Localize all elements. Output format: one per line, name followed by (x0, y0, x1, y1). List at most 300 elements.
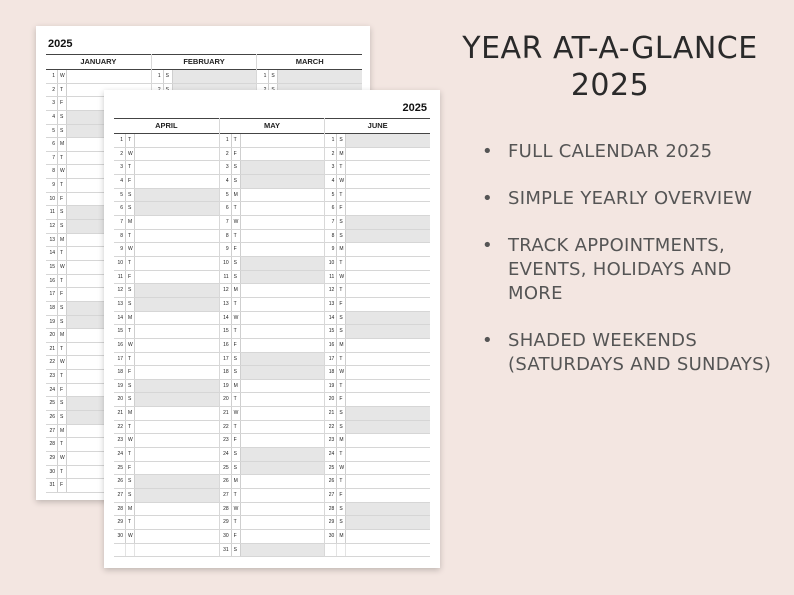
day-entry-space (346, 339, 430, 352)
day-row (325, 489, 430, 503)
weekday-letter: M (337, 243, 346, 256)
weekday-letter: F (126, 366, 135, 379)
day-row (325, 421, 430, 435)
day-number: 25 (325, 462, 337, 475)
day-number: 20 (325, 393, 337, 406)
day-entry-space (346, 175, 430, 188)
weekday-letter: T (126, 257, 135, 270)
day-row (114, 271, 219, 285)
day-entry-space (241, 516, 325, 529)
day-entry-space (278, 70, 362, 83)
day-number: 13 (325, 298, 337, 311)
day-entry-space (346, 503, 430, 516)
day-number: 27 (325, 489, 337, 502)
weekday-letter: S (232, 353, 241, 366)
day-row (220, 175, 325, 189)
weekday-letter: W (126, 148, 135, 161)
day-row (220, 325, 325, 339)
weekday-letter: W (58, 356, 67, 369)
day-number: 8 (325, 230, 337, 243)
day-number: 26 (325, 475, 337, 488)
day-number: 4 (114, 175, 126, 188)
day-number: 31 (220, 544, 232, 557)
weekday-letter: M (337, 530, 346, 543)
weekday-letter: T (58, 370, 67, 383)
feature-item (482, 234, 782, 306)
day-number: 9 (325, 243, 337, 256)
day-row (220, 284, 325, 298)
day-entry-space (241, 434, 325, 447)
weekday-letter: F (126, 175, 135, 188)
weekday-letter: T (337, 189, 346, 202)
day-row (220, 312, 325, 326)
day-row (220, 230, 325, 244)
weekday-letter: M (58, 329, 67, 342)
day-entry-space (135, 339, 219, 352)
day-number: 18 (114, 366, 126, 379)
day-number: 3 (220, 161, 232, 174)
weekday-letter: S (232, 462, 241, 475)
weekday-letter: T (232, 202, 241, 215)
day-number: 17 (114, 353, 126, 366)
weekday-letter: S (337, 516, 346, 529)
day-entry-space (346, 393, 430, 406)
day-number: 11 (220, 271, 232, 284)
weekday-letter: T (337, 475, 346, 488)
day-number: 25 (114, 462, 126, 475)
day-row (257, 70, 362, 84)
day-entry-space (241, 530, 325, 543)
day-row (220, 189, 325, 203)
weekday-letter: S (232, 544, 241, 557)
weekday-letter: W (126, 434, 135, 447)
day-row (325, 462, 430, 476)
day-number: 1 (257, 70, 269, 83)
day-number: 5 (325, 189, 337, 202)
day-row (114, 148, 219, 162)
day-row (114, 312, 219, 326)
weekday-letter: S (58, 411, 67, 424)
day-entry-space (346, 216, 430, 229)
day-number: 23 (325, 434, 337, 447)
weekday-letter: T (232, 516, 241, 529)
day-row (220, 448, 325, 462)
day-entry-space (135, 243, 219, 256)
day-row (325, 134, 430, 148)
day-number: 5 (46, 125, 58, 138)
day-number: 10 (114, 257, 126, 270)
day-entry-space (346, 325, 430, 338)
day-number: 6 (325, 202, 337, 215)
day-number: 7 (46, 152, 58, 165)
weekday-letter: M (58, 138, 67, 151)
day-row (220, 530, 325, 544)
day-row (220, 516, 325, 530)
day-number: 21 (220, 407, 232, 420)
weekday-letter: S (232, 257, 241, 270)
day-row (325, 503, 430, 517)
day-number: 30 (114, 530, 126, 543)
day-entry-space (241, 284, 325, 297)
weekday-letter: S (126, 298, 135, 311)
weekday-letter: F (337, 393, 346, 406)
day-entry-space (135, 462, 219, 475)
day-row (220, 216, 325, 230)
day-row (325, 339, 430, 353)
day-number: 13 (220, 298, 232, 311)
weekday-letter: W (126, 339, 135, 352)
weekday-letter: M (232, 189, 241, 202)
day-row (114, 421, 219, 435)
day-entry-space (346, 489, 430, 502)
day-entry-space (241, 271, 325, 284)
weekday-letter: S (126, 380, 135, 393)
day-number: 26 (46, 411, 58, 424)
day-row (325, 366, 430, 380)
day-row (220, 407, 325, 421)
day-entry-space (241, 312, 325, 325)
bullet-icon: • (482, 141, 493, 162)
weekday-letter: M (58, 425, 67, 438)
day-number: 14 (325, 312, 337, 325)
weekday-letter: T (337, 353, 346, 366)
day-row (220, 434, 325, 448)
weekday-letter: S (269, 70, 278, 83)
day-entry-space (241, 462, 325, 475)
month-name: JUNE (325, 118, 430, 134)
day-entry-space (135, 271, 219, 284)
weekday-letter: M (126, 312, 135, 325)
day-number: 13 (114, 298, 126, 311)
day-entry-space (346, 148, 430, 161)
weekday-letter: T (58, 343, 67, 356)
day-number: 29 (114, 516, 126, 529)
day-number: 27 (46, 425, 58, 438)
day-number: 12 (46, 220, 58, 233)
day-number: 10 (46, 193, 58, 206)
weekday-letter: T (58, 275, 67, 288)
day-entry-space (346, 271, 430, 284)
day-row (325, 544, 430, 558)
day-number: 7 (114, 216, 126, 229)
day-entry-space (346, 353, 430, 366)
day-entry-space (135, 434, 219, 447)
day-entry-space (135, 516, 219, 529)
day-row (325, 380, 430, 394)
weekday-letter (126, 544, 135, 557)
day-entry-space (135, 353, 219, 366)
day-entry-space (135, 407, 219, 420)
month-column (114, 118, 219, 557)
month-name: MARCH (257, 54, 362, 70)
weekday-letter: T (232, 325, 241, 338)
day-number: 6 (114, 202, 126, 215)
weekday-letter: T (232, 489, 241, 502)
day-number: 19 (220, 380, 232, 393)
day-number: 23 (114, 434, 126, 447)
day-entry-space (241, 148, 325, 161)
day-number: 11 (325, 271, 337, 284)
day-entry-space (135, 530, 219, 543)
weekday-letter: S (337, 325, 346, 338)
day-row (114, 202, 219, 216)
weekday-letter: T (232, 134, 241, 147)
weekday-letter: W (337, 175, 346, 188)
day-entry-space (346, 312, 430, 325)
weekday-letter: F (58, 479, 67, 492)
day-number: 2 (325, 148, 337, 161)
weekday-letter: F (232, 434, 241, 447)
month-name: FEBRUARY (152, 54, 257, 70)
weekday-letter: S (337, 216, 346, 229)
day-entry-space (346, 421, 430, 434)
weekday-letter: F (337, 202, 346, 215)
day-number: 5 (220, 189, 232, 202)
day-entry-space (346, 202, 430, 215)
day-row (220, 353, 325, 367)
weekday-letter: W (58, 165, 67, 178)
day-entry-space (346, 366, 430, 379)
day-row (325, 407, 430, 421)
day-row (114, 216, 219, 230)
weekday-letter: T (58, 179, 67, 192)
weekday-letter: S (126, 475, 135, 488)
weekday-letter: S (126, 202, 135, 215)
weekday-letter: W (232, 216, 241, 229)
day-entry-space (241, 448, 325, 461)
day-entry-space (241, 503, 325, 516)
day-number: 27 (220, 489, 232, 502)
day-entry-space (346, 380, 430, 393)
day-entry-space (346, 230, 430, 243)
weekday-letter: S (58, 397, 67, 410)
day-number: 26 (220, 475, 232, 488)
feature-text: SHADED WEEKENDS (SATURDAYS AND SUNDAYS) (508, 330, 772, 375)
day-number: 20 (114, 393, 126, 406)
day-entry-space (241, 230, 325, 243)
day-row (325, 216, 430, 230)
weekday-letter: F (232, 243, 241, 256)
feature-item (482, 329, 782, 377)
weekday-letter: T (337, 448, 346, 461)
day-number: 18 (220, 366, 232, 379)
weekday-letter: T (232, 421, 241, 434)
day-number: 18 (325, 366, 337, 379)
day-entry-space (241, 339, 325, 352)
day-number: 16 (220, 339, 232, 352)
day-number: 24 (46, 384, 58, 397)
day-row (114, 448, 219, 462)
feature-text: SIMPLE YEARLY OVERVIEW (508, 188, 753, 209)
day-number: 16 (114, 339, 126, 352)
weekday-letter: F (126, 271, 135, 284)
weekday-letter: T (126, 448, 135, 461)
day-number: 9 (220, 243, 232, 256)
day-entry-space (135, 312, 219, 325)
day-number: 28 (325, 503, 337, 516)
day-entry-space (346, 462, 430, 475)
day-number: 28 (114, 503, 126, 516)
day-row (114, 339, 219, 353)
day-row (325, 230, 430, 244)
day-row (114, 189, 219, 203)
weekday-letter: T (126, 516, 135, 529)
day-entry-space (135, 325, 219, 338)
day-entry-space (173, 70, 257, 83)
sheet-year: 2025 (402, 102, 427, 114)
month-columns (114, 118, 430, 557)
day-number: 9 (114, 243, 126, 256)
day-row (220, 134, 325, 148)
day-entry-space (241, 544, 325, 557)
day-number: 30 (325, 530, 337, 543)
day-row (220, 257, 325, 271)
day-entry-space (346, 134, 430, 147)
day-row (114, 434, 219, 448)
day-row (325, 312, 430, 326)
day-number: 4 (46, 111, 58, 124)
day-entry-space (346, 516, 430, 529)
day-entry-space (346, 161, 430, 174)
day-row (325, 148, 430, 162)
day-entry-space (135, 421, 219, 434)
day-row (325, 271, 430, 285)
weekday-letter: S (232, 161, 241, 174)
day-entry-space (346, 475, 430, 488)
day-number: 12 (220, 284, 232, 297)
day-row (114, 243, 219, 257)
day-number: 24 (114, 448, 126, 461)
weekday-letter: T (58, 247, 67, 260)
day-number: 22 (114, 421, 126, 434)
day-row (325, 393, 430, 407)
weekday-letter: M (337, 434, 346, 447)
day-entry-space (135, 503, 219, 516)
day-entry-space (241, 475, 325, 488)
weekday-letter: M (232, 475, 241, 488)
day-number: 3 (46, 97, 58, 110)
day-number: 19 (46, 316, 58, 329)
day-number: 24 (325, 448, 337, 461)
weekday-letter: T (232, 393, 241, 406)
weekday-letter: W (232, 503, 241, 516)
day-row (114, 489, 219, 503)
day-entry-space (241, 257, 325, 270)
day-number: 11 (114, 271, 126, 284)
day-row (220, 298, 325, 312)
day-row (220, 380, 325, 394)
weekday-letter: W (337, 462, 346, 475)
day-number: 15 (46, 261, 58, 274)
day-row (220, 366, 325, 380)
day-row (325, 161, 430, 175)
day-number: 8 (46, 165, 58, 178)
bullet-icon: • (482, 235, 493, 256)
feature-text: FULL CALENDAR 2025 (508, 141, 713, 162)
day-number: 20 (220, 393, 232, 406)
day-entry-space (135, 298, 219, 311)
weekday-letter: S (126, 189, 135, 202)
day-number: 18 (46, 302, 58, 315)
day-entry-space (346, 407, 430, 420)
day-number: 12 (114, 284, 126, 297)
day-number: 3 (114, 161, 126, 174)
day-row (220, 503, 325, 517)
day-row (220, 161, 325, 175)
weekday-letter: T (126, 353, 135, 366)
day-row (325, 202, 430, 216)
weekday-letter: W (126, 243, 135, 256)
day-entry-space (135, 202, 219, 215)
day-row (114, 393, 219, 407)
day-row (220, 393, 325, 407)
weekday-letter: W (58, 452, 67, 465)
weekday-letter: F (58, 288, 67, 301)
day-row (220, 148, 325, 162)
day-row (220, 271, 325, 285)
day-entry-space (135, 393, 219, 406)
headline-line1: YEAR AT-A-GLANCE (462, 31, 758, 66)
day-row (220, 339, 325, 353)
day-row (114, 380, 219, 394)
day-entry-space (241, 161, 325, 174)
day-number (114, 544, 126, 557)
day-number: 12 (325, 284, 337, 297)
day-entry-space (135, 380, 219, 393)
day-row (325, 448, 430, 462)
weekday-letter: M (126, 216, 135, 229)
weekday-letter: M (58, 234, 67, 247)
day-entry-space (135, 134, 219, 147)
day-entry-space (346, 284, 430, 297)
day-number: 15 (325, 325, 337, 338)
weekday-letter: S (232, 175, 241, 188)
weekday-letter: S (337, 407, 346, 420)
day-number: 9 (46, 179, 58, 192)
day-number: 27 (114, 489, 126, 502)
weekday-letter: T (232, 230, 241, 243)
day-row (114, 134, 219, 148)
day-row (114, 544, 219, 558)
day-row (220, 544, 325, 558)
day-entry-space (135, 366, 219, 379)
day-number: 14 (46, 247, 58, 260)
day-row (325, 257, 430, 271)
day-row (114, 530, 219, 544)
day-number: 2 (46, 84, 58, 97)
weekday-letter: S (337, 421, 346, 434)
weekday-letter: S (164, 70, 173, 83)
day-row (325, 243, 430, 257)
day-entry-space (241, 393, 325, 406)
day-number (325, 544, 337, 557)
weekday-letter: S (232, 366, 241, 379)
day-number: 4 (325, 175, 337, 188)
feature-text: TRACK APPOINTMENTS, EVENTS, HOLIDAYS AND MORE (508, 235, 732, 304)
day-row (325, 353, 430, 367)
day-number: 24 (220, 448, 232, 461)
feature-list (482, 140, 782, 400)
day-row (114, 475, 219, 489)
day-number: 29 (46, 452, 58, 465)
day-number: 4 (220, 175, 232, 188)
weekday-letter: W (337, 366, 346, 379)
day-row (114, 325, 219, 339)
month-name: JANUARY (46, 54, 151, 70)
day-entry-space (135, 489, 219, 502)
weekday-letter: S (58, 111, 67, 124)
day-row (325, 175, 430, 189)
